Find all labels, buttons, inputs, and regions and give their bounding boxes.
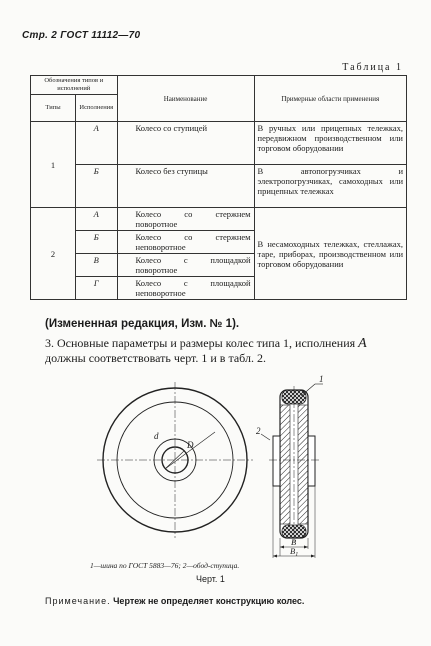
table-label: Таблица 1	[342, 62, 403, 73]
note-label: Примечание.	[45, 596, 111, 606]
paragraph-3	[45, 336, 401, 351]
wheel-types-table	[30, 75, 407, 300]
figure-legend: 1—шина по ГОСТ 5883—76; 2—обод-ступица.	[90, 561, 240, 570]
name-cell: Колесо со стержнем поворотное	[117, 208, 254, 231]
exec-cell: А	[76, 122, 118, 165]
type-cell: 2	[31, 208, 76, 300]
exec-cell: Г	[76, 277, 118, 300]
name-cell: Колесо со ступицей	[117, 122, 254, 165]
exec-cell: Б	[76, 231, 118, 254]
header-name: Наименование	[117, 76, 254, 122]
wheel-drawing	[95, 372, 345, 560]
name-cell: Колесо без ступицы	[117, 165, 254, 208]
table-row	[31, 165, 407, 208]
figure-caption: Черт. 1	[196, 574, 225, 584]
wheel-side-section	[261, 384, 323, 558]
paragraph-3-text: 3. Основные параметры и размеры колес типа 1, исполнения	[45, 336, 356, 350]
note-text: Чертеж не определяет конструкцию колес.	[113, 596, 305, 606]
paragraph-3-line2: должны соответствовать черт. 1 и в табл. 2.	[45, 351, 266, 365]
label-1: 1	[319, 374, 324, 384]
paragraph-3-exec: А	[358, 336, 367, 351]
label-D: D	[187, 440, 194, 450]
area-cell: В несамоходных тележках, стеллажах, таре, приборах, производственном или торговом оборудовании	[254, 208, 406, 300]
label-B1-main: B	[290, 546, 296, 556]
label-B1-sub: 1	[295, 552, 299, 558]
name-cell: Колесо со стержнем неповоротное	[117, 231, 254, 254]
wheel-front-view	[97, 382, 253, 538]
name-cell: Колесо с площадкой поворотное	[117, 254, 254, 277]
label-d: d	[154, 431, 159, 441]
exec-cell: В	[76, 254, 118, 277]
label-B: B	[291, 537, 297, 547]
note	[45, 596, 304, 606]
header-designations: Обозначения типов и исполнений	[31, 76, 118, 95]
header-exec: Исполнения	[76, 95, 118, 122]
header-types: Типы	[31, 95, 76, 122]
table-row	[31, 122, 407, 165]
area-cell: В автопогрузчиках и электропогрузчиках, самоходных или прицепных тележках	[254, 165, 406, 208]
exec-cell: А	[76, 208, 118, 231]
label-2: 2	[256, 426, 261, 436]
name-cell: Колесо с площадкой неповоротное	[117, 277, 254, 300]
area-cell: В ручных или прицепных тележках, передвижном производственном или торговом оборудовании	[254, 122, 406, 165]
header-area: Примерные области применения	[254, 76, 406, 122]
page-header: Стр. 2 ГОСТ 11112—70	[22, 30, 141, 41]
type-cell: 1	[31, 122, 76, 208]
table-row	[31, 208, 407, 231]
amendment-note: (Измененная редакция, Изм. № 1).	[45, 318, 240, 330]
exec-cell: Б	[76, 165, 118, 208]
